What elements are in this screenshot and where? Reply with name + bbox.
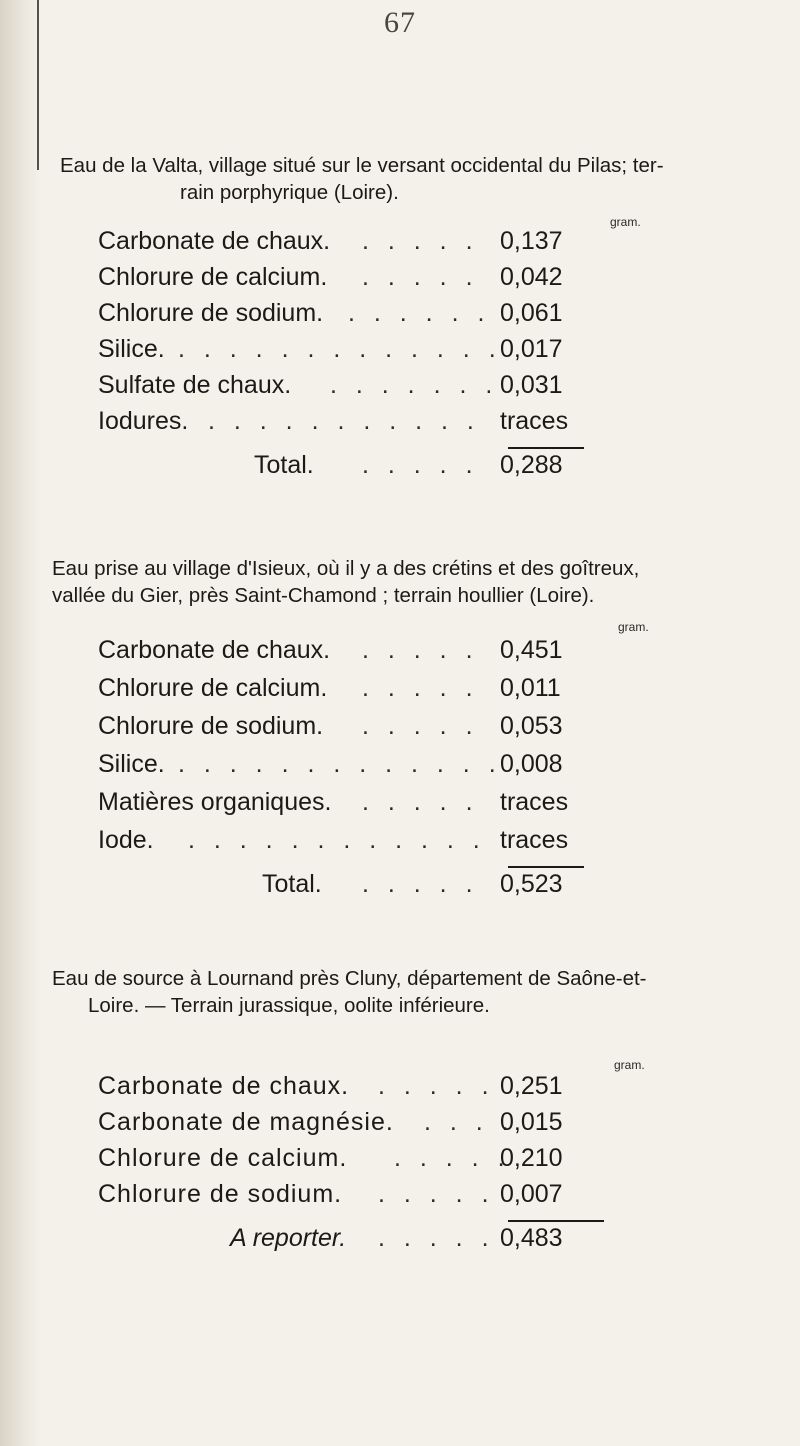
compound-name: Carbonate de chaux. bbox=[98, 1072, 350, 1100]
table-row bbox=[98, 371, 698, 407]
intro-line: vallée du Gier, près Saint-Chamond ; terrain houllier (Loire). bbox=[52, 584, 595, 607]
section-1-intro bbox=[60, 152, 780, 206]
page-number: 67 bbox=[384, 6, 416, 39]
table-row bbox=[98, 299, 698, 335]
compound-name: Chlorure de sodium. bbox=[98, 1180, 343, 1208]
compound-value: traces bbox=[500, 826, 569, 854]
table-row bbox=[98, 750, 698, 786]
compound-name: Iodures. bbox=[98, 407, 189, 435]
section-3-table bbox=[98, 1058, 698, 1318]
leader-dots: . . . . . bbox=[362, 712, 479, 740]
total-row bbox=[98, 870, 698, 906]
intro-line: Loire. — Terrain jurassique, oolite inférieure. bbox=[88, 994, 490, 1017]
table-row bbox=[98, 335, 698, 371]
leader-dots: . . . . . bbox=[362, 674, 479, 702]
compound-value: 0,042 bbox=[500, 263, 563, 291]
leader-dots: . . . . . bbox=[378, 1180, 495, 1208]
table-row bbox=[98, 674, 698, 710]
leader-dots: . . . . . . . . . . . . bbox=[188, 826, 486, 854]
compound-name: Chlorure de sodium. bbox=[98, 299, 324, 327]
total-value: 0,483 bbox=[500, 1224, 563, 1252]
intro-line: Eau prise au village d'Isieux, où il y a des crétins et des goîtreux, bbox=[52, 557, 640, 580]
leader-dots: . . . . . . . . . . . . . bbox=[178, 335, 502, 363]
unit-label: gram. bbox=[610, 215, 641, 229]
table-row bbox=[98, 263, 698, 299]
leader-dots: . . . . . bbox=[362, 788, 479, 816]
compound-value: 0,251 bbox=[500, 1072, 563, 1100]
total-label: A reporter. bbox=[230, 1224, 347, 1252]
compound-name: Matières organiques. bbox=[98, 788, 332, 816]
leader-dots: . . . . . bbox=[394, 1144, 511, 1172]
leader-dots: . . . . . . . bbox=[330, 371, 499, 399]
total-row bbox=[98, 451, 698, 487]
table-row bbox=[98, 227, 698, 263]
compound-value: 0,210 bbox=[500, 1144, 563, 1172]
compound-name: Silice. bbox=[98, 335, 165, 363]
leader-dots: . . . . . . . . . . . bbox=[208, 407, 480, 435]
compound-name: Carbonate de chaux. bbox=[98, 227, 331, 255]
compound-name: Silice. bbox=[98, 750, 165, 778]
section-1-table bbox=[98, 215, 698, 545]
compound-name: Sulfate de chaux. bbox=[98, 371, 292, 399]
compound-name: Chlorure de sodium. bbox=[98, 712, 324, 740]
compound-name: Chlorure de calcium. bbox=[98, 1144, 348, 1172]
total-row bbox=[98, 1224, 698, 1260]
leader-dots: . . . . bbox=[424, 1108, 515, 1136]
table-row bbox=[98, 1144, 698, 1180]
compound-name: Carbonate de magnésie. bbox=[98, 1108, 394, 1136]
table-row bbox=[98, 1072, 698, 1108]
compound-value: 0,008 bbox=[500, 750, 563, 778]
total-value: 0,288 bbox=[500, 451, 563, 479]
total-label: Total. bbox=[254, 451, 314, 479]
compound-value: 0,031 bbox=[500, 371, 563, 399]
leader-dots: . . . . . bbox=[362, 451, 479, 479]
leader-dots: . . . . . bbox=[362, 636, 479, 664]
leader-dots: . . . . . bbox=[378, 1224, 495, 1252]
table-row bbox=[98, 712, 698, 748]
compound-name: Chlorure de calcium. bbox=[98, 263, 328, 291]
intro-line: Eau de source à Lournand près Cluny, département de Saône-et- bbox=[52, 967, 647, 990]
leader-dots: . . . . . bbox=[378, 1072, 495, 1100]
table-row bbox=[98, 636, 698, 672]
leader-dots: . . . . . bbox=[362, 870, 479, 898]
section-3-intro bbox=[52, 965, 792, 1019]
table-row bbox=[98, 1180, 698, 1216]
intro-line: rain porphyrique (Loire). bbox=[180, 181, 399, 204]
compound-value: 0,061 bbox=[500, 299, 563, 327]
compound-value: 0,017 bbox=[500, 335, 563, 363]
section-2-intro bbox=[52, 555, 792, 609]
compound-value: 0,015 bbox=[500, 1108, 563, 1136]
table-row bbox=[98, 826, 698, 862]
leader-dots: . . . . . bbox=[362, 263, 479, 291]
compound-value: traces bbox=[500, 788, 569, 816]
compound-value: 0,007 bbox=[500, 1180, 563, 1208]
compound-value: 0,053 bbox=[500, 712, 563, 740]
compound-value: 0,011 bbox=[500, 674, 561, 702]
table-row bbox=[98, 788, 698, 824]
total-value: 0,523 bbox=[500, 870, 563, 898]
table-row bbox=[98, 407, 698, 443]
sum-rule bbox=[508, 866, 584, 868]
compound-value: 0,451 bbox=[500, 636, 563, 664]
total-label: Total. bbox=[262, 870, 322, 898]
leader-dots: . . . . . bbox=[362, 227, 479, 255]
leader-dots: . . . . . . bbox=[348, 299, 491, 327]
compound-name: Carbonate de chaux. bbox=[98, 636, 331, 664]
margin-rule bbox=[37, 0, 39, 170]
intro-line: Eau de la Valta, village situé sur le versant occidental du Pilas; ter- bbox=[60, 154, 664, 177]
compound-value: traces bbox=[500, 407, 569, 435]
compound-value: 0,137 bbox=[500, 227, 563, 255]
compound-name: Chlorure de calcium. bbox=[98, 674, 328, 702]
compound-name: Iode. bbox=[98, 826, 154, 854]
section-2-table bbox=[98, 620, 698, 950]
page-gutter-shadow bbox=[0, 0, 40, 1446]
leader-dots: . . . . . . . . . . . . . bbox=[178, 750, 502, 778]
sum-rule bbox=[508, 447, 584, 449]
sum-rule bbox=[508, 1220, 604, 1222]
unit-label: gram. bbox=[618, 620, 649, 634]
table-row bbox=[98, 1108, 698, 1144]
unit-label: gram. bbox=[614, 1058, 645, 1072]
